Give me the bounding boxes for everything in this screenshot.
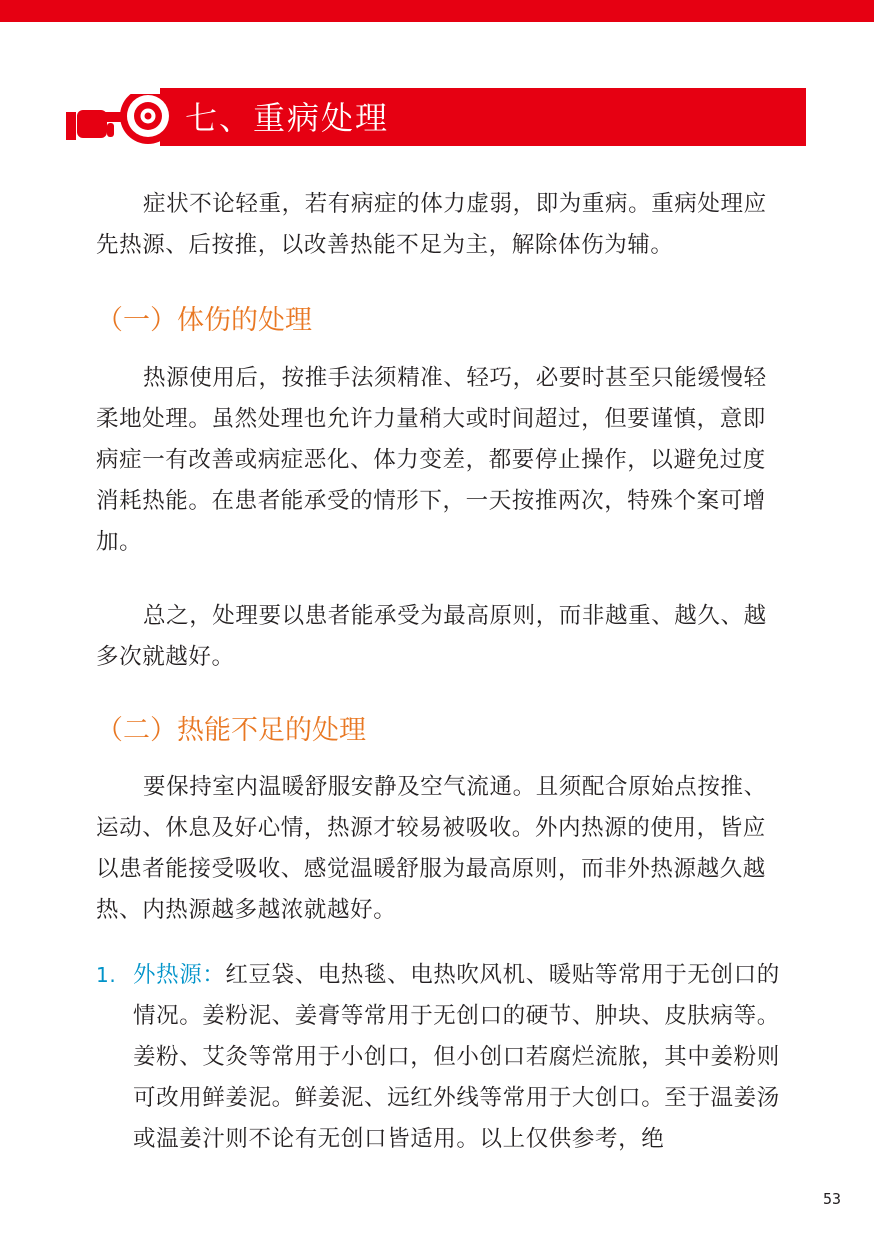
list-item-body <box>133 955 786 1160</box>
principle-paragraph: 总之，处理要以患者能承受为最高原则，而非越重、越久、越多次就越好。 <box>96 603 767 670</box>
list-item-text: 红豆袋、电热毯、电热吹风机、暖贴等常用于无创口的情况。姜粉泥、姜膏等常用于无创口的硬节、肿块、皮肤病等。姜粉、艾灸等常用于小创口，但小创口若腐烂流脓，其中姜粉则可改用鲜姜泥。鲜姜泥、远红外线等常用于大创口。至于温姜汤或温姜汁则不论有无创口皆适用。以上仅供参考，绝 <box>133 962 780 1152</box>
section-heading-body-injury: （一）体伤的处理 <box>96 305 312 336</box>
intro-paragraph: 症状不论轻重，若有病症的体力虚弱，即为重病。重病处理应先热源、后按推，以改善热能不足为主，解除体伤为辅。 <box>96 191 767 258</box>
section-heading-heat-deficit: （二）热能不足的处理 <box>96 715 366 746</box>
page-title: 七、重病处理 <box>185 99 390 137</box>
body-injury-paragraph: 热源使用后，按推手法须精准、轻巧，必要时甚至只能缓慢轻柔地处理。虽然处理也允许力量稍大或时间超过，但要谨慎，意即病症一有改善或病症恶化、体力变差，都要停止操作，以避免过度消耗热能。在患者能承受的情形下，一天按推两次，特殊个案可增加。 <box>96 365 767 555</box>
list-item-external-heat <box>96 955 786 1160</box>
top-bar <box>0 0 874 22</box>
pointing-hand-target-icon <box>66 94 176 146</box>
list-keyword: 外热源： <box>133 962 226 988</box>
heat-deficit-paragraph: 要保持室内温暖舒服安静及空气流通。且须配合原始点按推、运动、休息及好心情，热源才较易被吸收。外内热源的使用，皆应以患者能接受吸收、感觉温暖舒服为最高原则，而非外热源越久越热、内热源越多越浓就越好。 <box>96 774 767 923</box>
list-number: 1. <box>96 963 117 987</box>
page-number: 53 <box>822 1190 841 1208</box>
